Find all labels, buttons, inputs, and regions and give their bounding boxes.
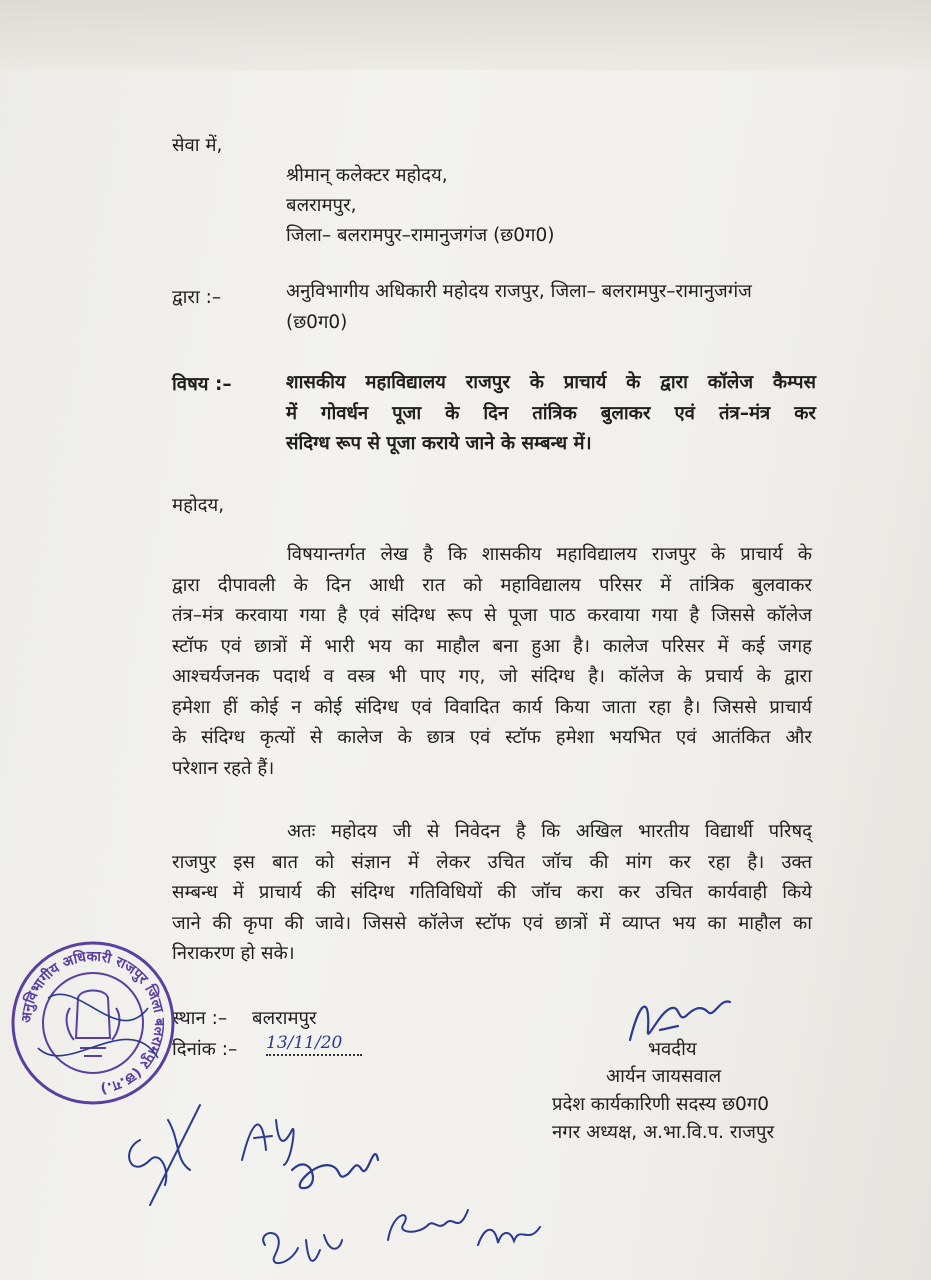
paragraph-line: परेशान रहते हैं। xyxy=(172,757,275,779)
through-label: द्वारा :– xyxy=(172,287,222,308)
paragraph-line: तंत्र–मंत्र करवाया गया है एवं संदिग्ध रूप से पूजा पाठ करवाया गया है जिससे कॉलेज xyxy=(172,605,812,626)
subject-text xyxy=(286,368,816,460)
paragraph-line: निराकरण हो सके। xyxy=(172,943,295,964)
paragraph-line: अतः महोदय जी से निवेदन है कि अखिल भारतीय विद्यार्थी परिषद् xyxy=(287,821,812,842)
subject-line: संदिग्ध रूप से पूजा कराये जाने के सम्बन्ध में। xyxy=(286,433,592,454)
signature-4-icon xyxy=(250,1210,350,1280)
closing-regards: भवदीय xyxy=(648,1039,697,1060)
paper-shadow xyxy=(0,0,931,70)
signature-1-icon xyxy=(110,1100,210,1210)
sender-signature-icon xyxy=(620,990,760,1050)
official-stamp-icon xyxy=(8,938,178,1108)
paragraph-line: सम्बन्ध में प्राचार्य की संदिग्ध गतिविधियों की जॉच करा कर उचित कार्यवाही किये xyxy=(172,882,812,903)
through-line-2: (छ0ग0) xyxy=(286,312,348,333)
paragraph-line: जाने की कृपा की जावे। जिससे कॉलेज स्टॉफ एवं छात्रों में व्याप्त भय का माहौल का xyxy=(172,912,812,934)
paragraph-line: के संदिग्ध कृत्यों से कालेज के छात्र एवं स्टॉफ हमेशा भयभित एवं आतंकित और xyxy=(172,727,812,748)
subject-line: में गोवर्धन पूजा के दिन तांत्रिक बुलाकर एवं तंत्र–मंत्र कर xyxy=(286,402,816,424)
signature-3-icon xyxy=(282,1130,392,1200)
subject-label: विषय :– xyxy=(172,374,232,395)
salutation-to: सेवा में, xyxy=(172,135,223,156)
paragraph-line: राजपुर इस बात को संज्ञान में लेकर उचित जॉच की मांग कर रहा है। उक्त xyxy=(172,851,812,873)
through-line-1: अनुविभागीय अधिकारी महोदय राजपुर, जिला– बलरामपुर–रामानुजगंज xyxy=(286,281,752,302)
recipient-line-1: श्रीमान् कलेक्टर महोदय, xyxy=(286,165,448,186)
stamp-text: अनुविभागीय अधिकारी राजपुर जिला बलरामपुर (छ.ग.) xyxy=(18,948,168,1097)
recipient-line-2: बलरामपुर, xyxy=(286,195,357,216)
recipient-line-3: जिला– बलरामपुर–रामानुजगंज (छ0ग0) xyxy=(286,225,555,246)
signature-5-icon xyxy=(378,1195,478,1255)
place-value: बलरामपुर xyxy=(252,1008,317,1029)
paragraph-line: स्टॉफ एवं छात्रों में भारी भय का माहौल बना हुआ है। कालेज परिसर में कई जगह xyxy=(172,635,812,657)
sender-designation-1: प्रदेश कार्यकारिणी सदस्य छ0ग0 xyxy=(552,1094,770,1115)
signature-6-icon xyxy=(470,1215,550,1255)
body-paragraph-1 xyxy=(172,540,812,784)
paragraph-line: आश्चर्यजनक पदार्थ व वस्त्र भी पाए गए, जो संदिग्ध है। कॉलेज के प्रचार्य के द्वारा xyxy=(172,666,812,687)
greeting: महोदय, xyxy=(172,495,225,516)
body-paragraph-2 xyxy=(172,817,812,970)
date-label: दिनांक :– xyxy=(172,1039,238,1060)
sender-designation-2: नगर अध्यक्ष, अ.भा.वि.प. राजपुर xyxy=(552,1122,775,1143)
subject-line: शासकीय महाविद्यालय राजपुर के प्राचार्य के द्वारा कॉलेज कैम्पस xyxy=(286,372,816,393)
paragraph-line: हमेशा हीं कोई न कोई संदिग्ध एवं विवादित कार्य किया जाता रहा है। जिससे प्राचार्य xyxy=(172,696,812,718)
sender-name: आर्यन जायसवाल xyxy=(606,1066,722,1087)
paragraph-line: विषयान्तर्गत लेख है कि शासकीय महाविद्यालय राजपुर के प्राचार्य के xyxy=(287,544,812,565)
paragraph-line: द्वारा दीपावली के दिन आधी रात को महाविद्यालय परिसर में तांत्रिक बुलवाकर xyxy=(172,574,812,596)
place-label: स्थान :– xyxy=(172,1008,228,1029)
svg-text:अनुविभागीय अधिकारी राजपुर जिला xyxy=(19,948,167,1097)
date-value: 13/11/20 xyxy=(266,1035,362,1056)
